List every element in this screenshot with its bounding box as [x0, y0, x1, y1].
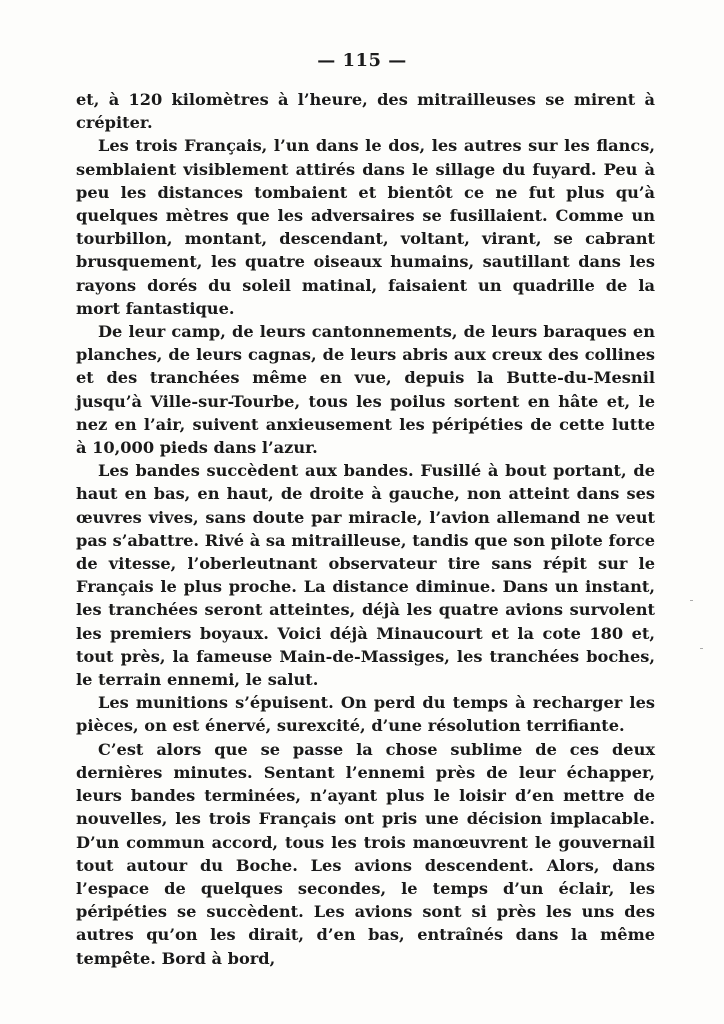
scan-speck [690, 600, 693, 601]
paragraph-5: Les munitions s’épuisent. On perd du temps à recharger les pièces, on est énervé, surexcité, d’une résolution terrifiante. [76, 693, 655, 736]
paragraph-3: De leur camp, de leurs cantonnements, de leurs baraques en planches, de leurs cagnas, de leurs abris aux creux des collines et des tranchées même en vue, depuis la Butte-du-Mesnil jusqu’à Ville-sur-Tourbe, tous les poilus sortent en hâte et, le nez en l’air, suivent anxieusement les péripéties de cette lutte à 10,000 pieds dans l’azur. [76, 322, 655, 458]
paragraph-6: C’est alors que se passe la chose sublime de ces deux dernières minutes. Sentant l’ennemi près de leur échapper, leurs bandes terminées, n’ayant plus le loisir d’en mettre de nouvelles, les trois Français ont pris une décision implacable. D’un commun accord, tous les trois manœuvrent le gouvernail tout autour du Boche. Les avions descendent. Alors, dans l’espace de quelques secondes, le temps d’un éclair, les péripéties se succèdent. Les avions sont si près les uns des autres qu’on les dirait, d’en bas, entraînés dans la même tempête. Bord à bord, [76, 739, 655, 968]
scan-speck [700, 648, 703, 649]
page-body [76, 88, 655, 970]
page-number: — 115 — [317, 50, 407, 71]
paragraph-4: Les bandes succèdent aux bandes. Fusillé à bout portant, de haut en bas, en haut, de droite à gauche, non atteint dans ses œuvres vives, sans doute par miracle, l’avion allemand ne veut pas s’abattre. Rivé à sa mitrailleuse, tandis que son pilote force de vitesse, l’oberleutnant observateur tire sans répit sur le Français le plus proche. La distance diminue. Dans un instant, les tranchées seront atteintes, déjà les quatre avions survolent les premiers boyaux. Voici déjà Minaucourt et la cote 180 et, tout près, la fameuse Main-de-Massiges, les tranchées boches, le terrain ennemi, le salut. [76, 461, 655, 690]
paragraph-2: Les trois Français, l’un dans le dos, les autres sur les flancs, semblaient visiblement attirés dans le sillage du fuyard. Peu à peu les distances tombaient et bientôt ce ne fut plus qu’à quelques mètres que les adversaires se fusillaient. Comme un tourbillon, montant, descendant, voltant, virant, se cabrant brusquement, les quatre oiseaux humains, sautillant dans les rayons dorés du soleil matinal, faisaient un quadrille de la mort fantastique. [76, 136, 655, 318]
paragraph-1: et, à 120 kilomètres à l’heure, des mitrailleuses se mirent à crépiter. [76, 90, 655, 133]
